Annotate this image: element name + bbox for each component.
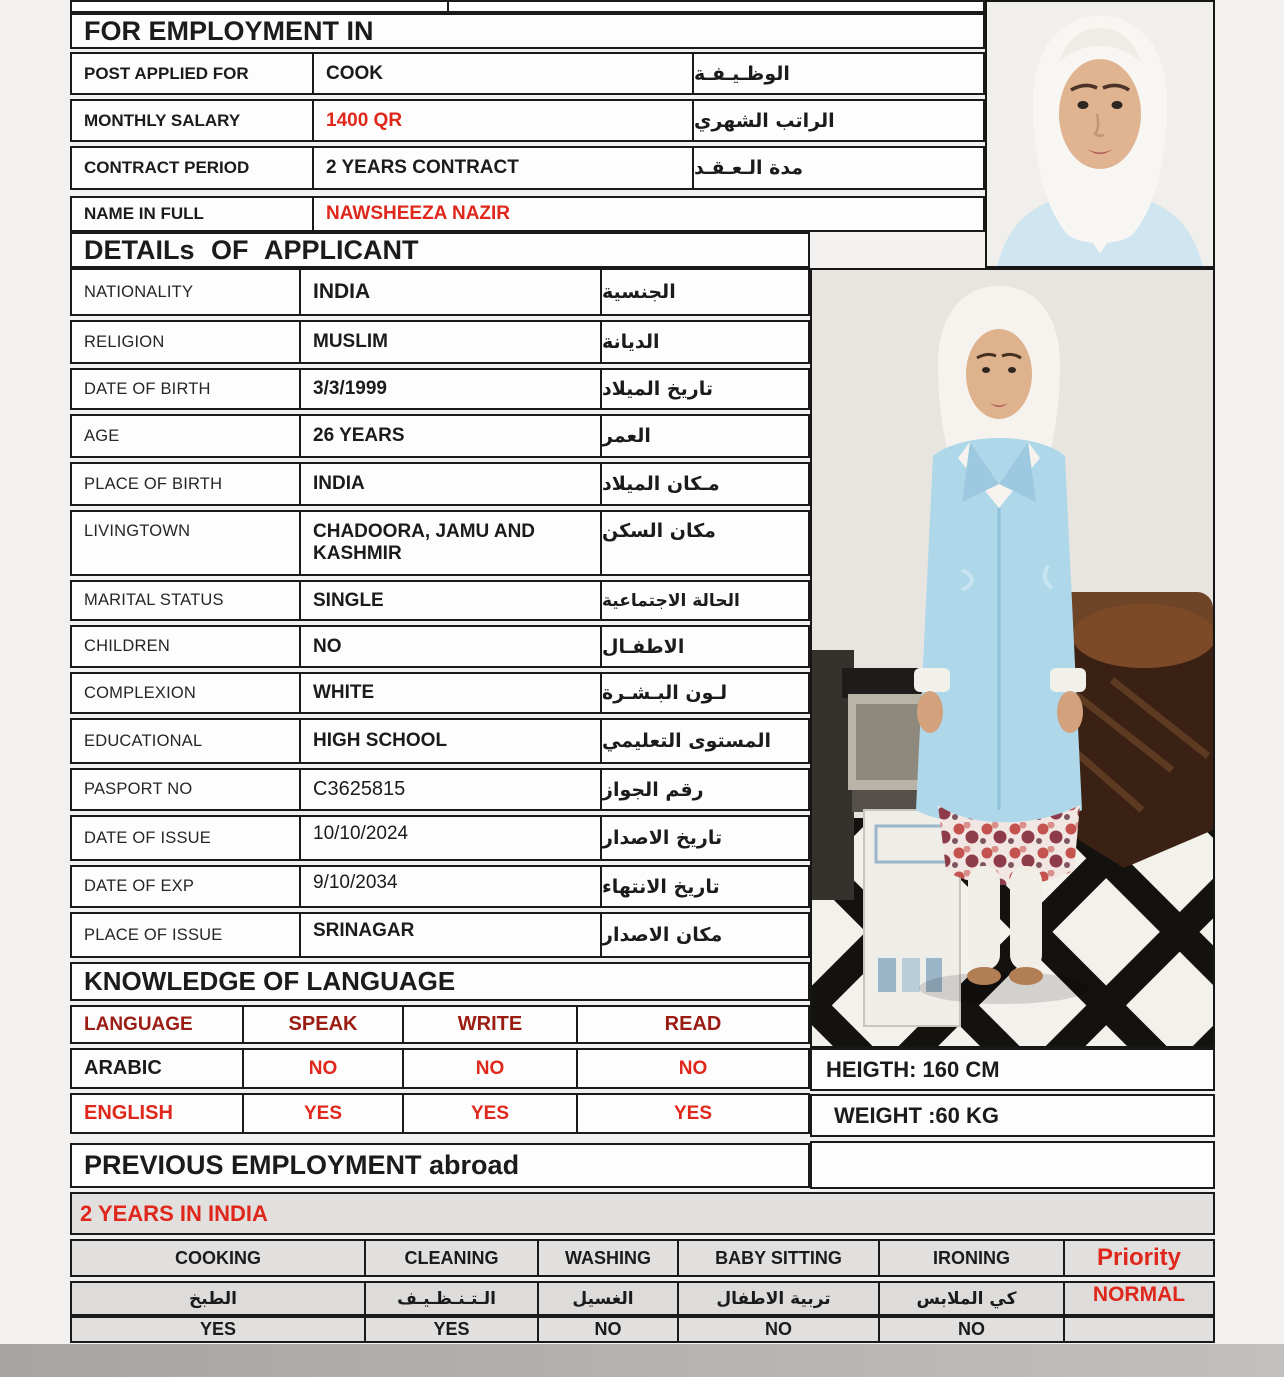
complexion-arabic: لـون البـشـرة — [600, 674, 808, 712]
cooking-arabic: الطبخ — [189, 1288, 237, 1309]
height-box — [810, 1048, 1215, 1091]
row-place-of-issue — [70, 912, 810, 958]
english-write-value: YES — [402, 1095, 576, 1132]
skills-header-row — [70, 1239, 1215, 1277]
row-religion — [70, 320, 810, 364]
skills-arabic-row — [70, 1281, 1215, 1316]
height-text: HEIGTH: 160 CM — [826, 1056, 1000, 1082]
row-livingtown — [70, 510, 810, 576]
english-speak-value: YES — [242, 1095, 402, 1132]
cleaning-arabic: الـتـنـظـيـف — [364, 1283, 537, 1314]
section-title-language — [70, 962, 810, 1001]
exp-date-label: DATE OF EXP — [84, 877, 195, 895]
religion-arabic: الديانة — [600, 322, 808, 362]
language-row-english — [70, 1093, 810, 1134]
previous-employment-note: 2 YEARS IN INDIA — [80, 1200, 268, 1226]
priority-empty-cell — [1063, 1318, 1213, 1341]
arabic-read-value: NO — [576, 1050, 808, 1087]
issue-place-value: SRINAGAR — [299, 914, 600, 956]
top-sliver-row — [70, 0, 985, 13]
weight-text: WEIGHT :60 KG — [834, 1102, 1000, 1128]
row-date-of-issue — [70, 815, 810, 861]
previous-employment-note-row — [70, 1192, 1215, 1235]
language-row-arabic — [70, 1048, 810, 1089]
section-title-previous-employment — [70, 1143, 810, 1188]
section-title-details — [70, 232, 810, 268]
portrait-illustration — [987, 2, 1213, 266]
row-monthly-salary — [70, 99, 985, 142]
exp-date-arabic: تاريخ الانتهاء — [600, 867, 808, 906]
applicant-portrait-photo — [985, 0, 1215, 268]
row-educational — [70, 718, 810, 764]
row-complexion — [70, 672, 810, 714]
exp-date-value: 9/10/2034 — [299, 867, 600, 906]
arabic-language-label: ARABIC — [84, 1057, 162, 1079]
language-title-text: KNOWLEDGE OF LANGUAGE — [84, 966, 456, 996]
section-title-employment — [70, 13, 985, 49]
page-bottom-margin — [0, 1344, 1284, 1377]
cleaning-header: CLEANING — [364, 1241, 537, 1275]
fullbody-illustration — [812, 270, 1213, 1046]
salary-arabic: الراتب الشهري — [692, 101, 983, 140]
religion-label: RELIGION — [84, 332, 165, 351]
marital-label: MARITAL STATUS — [84, 591, 224, 609]
cleaning-value: YES — [364, 1318, 537, 1341]
employment-title-text: FOR EMPLOYMENT IN — [84, 15, 374, 46]
row-date-of-exp — [70, 865, 810, 908]
pob-label: PLACE OF BIRTH — [84, 474, 223, 493]
row-children — [70, 625, 810, 668]
age-value: 26 YEARS — [299, 416, 600, 456]
pob-value: INDIA — [299, 464, 600, 504]
language-header-row — [70, 1005, 810, 1044]
skills-answer-row — [70, 1316, 1215, 1343]
row-passport-no — [70, 768, 810, 811]
ironing-header: IRONING — [878, 1241, 1063, 1275]
issue-place-label: PLACE OF ISSUE — [84, 925, 223, 944]
language-col-header: LANGUAGE — [84, 1013, 193, 1035]
previous-employment-title-text: PREVIOUS EMPLOYMENT abroad — [84, 1150, 520, 1180]
row-marital-status — [70, 580, 810, 621]
empty-box — [810, 1141, 1215, 1189]
educational-label: EDUCATIONAL — [84, 731, 203, 750]
priority-value: NORMAL — [1063, 1283, 1213, 1314]
read-col-header: READ — [576, 1007, 808, 1042]
ironing-value: NO — [878, 1318, 1063, 1341]
salary-value: 1400 QR — [312, 101, 692, 140]
write-col-header: WRITE — [402, 1007, 576, 1042]
row-date-of-birth — [70, 368, 810, 410]
washing-value: NO — [537, 1318, 677, 1341]
ironing-arabic: كي الملابس — [878, 1283, 1063, 1314]
livingtown-arabic: مكان السكن — [600, 512, 808, 574]
dob-arabic: تاريخ الميلاد — [600, 370, 808, 408]
pob-arabic: مـكان الميلاد — [600, 464, 808, 504]
children-arabic: الاطفـال — [600, 627, 808, 666]
name-value: NAWSHEEZA NAZIR — [312, 198, 983, 230]
educational-value: HIGH SCHOOL — [299, 720, 600, 762]
priority-header: Priority — [1063, 1241, 1213, 1275]
contract-arabic: مدة الـعـقـد — [692, 148, 983, 188]
contract-value: 2 YEARS CONTRACT — [312, 148, 692, 188]
post-applied-value: COOK — [312, 54, 692, 93]
salary-label: MONTHLY SALARY — [84, 110, 241, 130]
weight-box — [810, 1094, 1215, 1137]
speak-col-header: SPEAK — [242, 1007, 402, 1042]
nationality-label: NATIONALITY — [84, 282, 194, 301]
passport-arabic: رقم الجواز — [600, 770, 808, 809]
arabic-speak-value: NO — [242, 1050, 402, 1087]
marital-value: SINGLE — [299, 582, 600, 619]
educational-arabic: المستوى التعليمي — [600, 720, 808, 762]
baby-sitting-value: NO — [677, 1318, 878, 1341]
dob-label: DATE OF BIRTH — [84, 379, 211, 398]
name-label: NAME IN FULL — [84, 204, 204, 223]
arabic-write-value: NO — [402, 1050, 576, 1087]
nationality-value: INDIA — [299, 270, 600, 314]
post-applied-label: POST APPLIED FOR — [84, 63, 249, 83]
age-label: AGE — [84, 426, 120, 445]
passport-value: C3625815 — [299, 770, 600, 809]
english-read-value: YES — [576, 1095, 808, 1132]
washing-header: WASHING — [537, 1241, 677, 1275]
issue-place-arabic: مكان الاصدار — [600, 914, 808, 956]
livingtown-label: LIVINGTOWN — [84, 522, 191, 540]
passport-label: PASPORT NO — [84, 780, 193, 798]
children-label: CHILDREN — [84, 637, 170, 655]
complexion-label: COMPLEXION — [84, 683, 197, 702]
issue-date-label: DATE OF ISSUE — [84, 828, 211, 847]
baby-sitting-header: BABY SITTING — [677, 1241, 878, 1275]
nationality-arabic: الجنسية — [600, 270, 808, 314]
dob-value: 3/3/1999 — [299, 370, 600, 408]
children-value: NO — [299, 627, 600, 666]
post-applied-arabic: الوظـيـفـة — [692, 54, 983, 93]
row-contract-period — [70, 146, 985, 190]
row-nationality — [70, 268, 810, 316]
english-language-label: ENGLISH — [84, 1102, 173, 1124]
marital-arabic: الحالة الاجتماعية — [600, 582, 808, 619]
applicant-fullbody-photo — [810, 268, 1215, 1048]
details-title-text: DETAILs OF APPLICANT — [84, 234, 419, 265]
row-age — [70, 414, 810, 458]
contract-label: CONTRACT PERIOD — [84, 158, 250, 177]
livingtown-value: CHADOORA, JAMU AND KASHMIR — [299, 512, 600, 574]
cooking-header: COOKING — [174, 1247, 261, 1268]
baby-sitting-arabic: تربية الاطفال — [677, 1283, 878, 1314]
complexion-value: WHITE — [299, 674, 600, 712]
row-post-applied — [70, 52, 985, 95]
cooking-value: YES — [199, 1319, 237, 1340]
row-name-in-full — [70, 196, 985, 232]
row-place-of-birth — [70, 462, 810, 506]
issue-date-value: 10/10/2024 — [299, 817, 600, 859]
religion-value: MUSLIM — [299, 322, 600, 362]
washing-arabic: الغسيل — [537, 1283, 677, 1314]
issue-date-arabic: تاريخ الاصدار — [600, 817, 808, 859]
age-arabic: العمر — [600, 416, 808, 456]
